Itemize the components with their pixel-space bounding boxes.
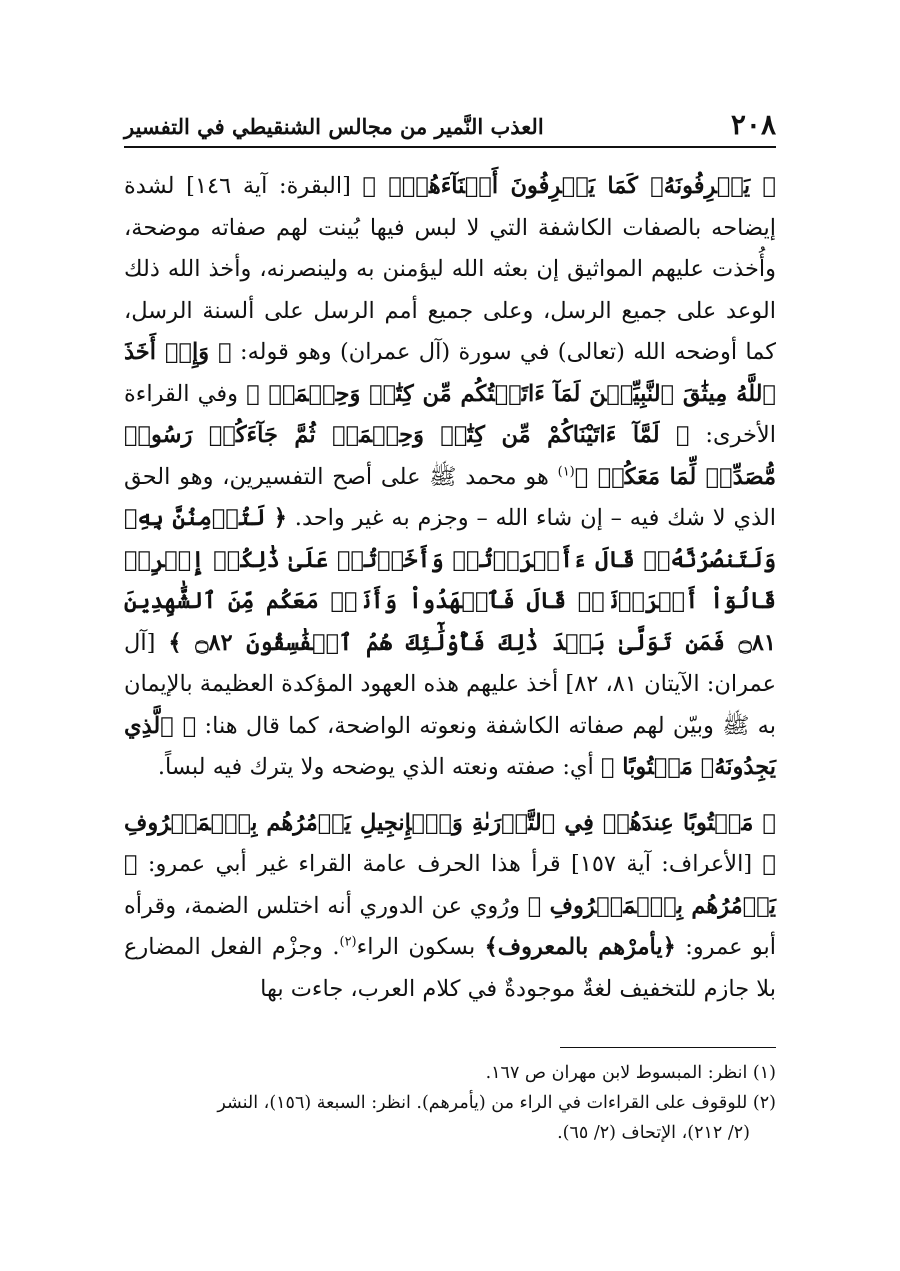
- text-run: [الأعراف: آية ١٥٧] قرأ هذا الحرف عامة القراء غير أبي عمرو:: [137, 851, 763, 877]
- quran-quote: ﴿ لَتُؤۡمِنُنَّ بِهِۦ وَلَتَنصُرُنَّهُۥۚ قَالَ ءَأَقۡرَرۡتُمۡ وَأَخَذۡتُمۡ عَلَىٰ ذَٰلِكُمۡ إِصۡرِيۖ قَالُوٓاْ أَقۡرَرۡنَاۚ قَالَ فَٱشۡهَدُواْ وَأَنَا۠ مَعَكُم مِّنَ ٱلشَّٰهِدِينَ ۝٨١ فَمَن تَوَلَّىٰ بَعۡدَ ذَٰلِكَ فَأُوْلَٰٓئِكَ هُمُ ٱلۡفَٰسِقُونَ ۝٨٢ ﴾: [124, 505, 776, 656]
- quran-quote: ﴿ مَكۡتُوبًا عِندَهُمۡ فِي ٱلتَّوۡرَىٰةِ وَٱلۡإِنجِيلِ يَأۡمُرُهُم بِٱلۡمَعۡرُوفِ ﴾: [124, 809, 777, 877]
- quran-quote: ﴿ يَعۡرِفُونَهُۥ كَمَا يَعۡرِفُونَ أَبۡنَآءَهُمۡۖ ﴾: [362, 173, 776, 199]
- page-number: ٢٠٨: [730, 108, 776, 141]
- body-text: [124, 166, 776, 1010]
- header-rule: [124, 146, 776, 148]
- footnote-2-continued: (٢/ ٢١٢)، الإتحاف (٢/ ٦٥).: [557, 1123, 750, 1143]
- footnote-ref-2: (٢): [339, 934, 357, 950]
- paragraph-2: [124, 803, 776, 1011]
- reading-quote: ﴿يأمرْهم بالمعروف﴾: [484, 934, 676, 960]
- text-run: وفي القراءة الأخرى:: [124, 380, 776, 448]
- footnotes: [124, 1058, 776, 1148]
- footnote-1: (١) انظر: المبسوط لابن مهران ص ١٦٧.: [485, 1063, 776, 1083]
- running-title: العذب النَّمير من مجالس الشنقيطي في التفسير: [124, 114, 544, 139]
- quran-quote: ﴿ يَأۡمُرُهُم بِٱلۡمَعۡرُوفِ ﴾: [124, 851, 776, 919]
- quran-quote: ﴿ ٱلَّذِي يَجِدُونَهُۥ مَكۡتُوبًا ﴾: [124, 712, 776, 780]
- footnote-rule: [560, 1047, 776, 1048]
- text-run: هو محمد ﷺ على أصح التفسيرين، وهو الحق الذي لا شك فيه – إن شاء الله – وجزم به غير واحد.: [124, 463, 776, 531]
- footnote-2: (٢) للوقوف على القراءات في الراء من (يأمرهم). انظر: السبعة (١٥٦)، النشر: [217, 1093, 776, 1113]
- quran-quote: ﴿ وَإِذۡ أَخَذَ ٱللَّهُ مِيثَٰقَ ٱلنَّبِيِّـۧنَ لَمَآ ءَاتَيۡتُكُم مِّن كِتَٰبٖ وَحِكۡمَةٖ ﴾: [124, 339, 777, 407]
- paragraph-gap: [124, 789, 776, 803]
- text-run: [البقرة: آية ١٤٦] لشدة إيضاحه بالصفات الكاشفة التي لا لبس فيها بُينت لهم صفاته موضحة، وأُخذت عليهم المواثيق إن بعثه الله ليؤمنن به ولينصرنه، وأخذ الله ذلك الوعد على جميع الرسل، وعلى جميع أمم الرسل على ألسنة الرسل، كما أوضحه الله (تعالى) في سورة (آل عمران) وهو قوله:: [124, 173, 776, 365]
- page-header: [124, 108, 776, 141]
- text-run: ورُوي عن الدوري أنه اختلس الضمة، وقرأه أبو عمرو:: [124, 892, 776, 960]
- text-run: أي: صفته ونعته الذي يوضحه ولا يترك فيه لبساً.: [157, 754, 601, 780]
- text-run: [آل عمران: الآيتان ٨١، ٨٢] أخذ عليهم هذه العهود المؤكدة العظيمة بالإيمان به ﷺ وبيّن لهم صفاته الكاشفة ونعوته الواضحة، كما قال هنا:: [124, 629, 776, 739]
- text-run: بسكون الراء: [356, 934, 485, 960]
- footnote-ref-1: (١): [557, 464, 575, 479]
- text-run: . وجزْم الفعل المضارع بلا جازم للتخفيف لغةٌ موجودةٌ في كلام العرب، جاءت بها: [124, 934, 776, 1002]
- paragraph-1: [124, 166, 776, 789]
- quran-quote: ﴿ لَمَّآ ءَاتَيْنَاكُمْ مِّن كِتَٰبٖ وَحِكۡمَةٖ ثُمَّ جَآءَكُمۡ رَسُولٞ مُّصَدِّقٞ لِّمَا مَعَكُمۡ ﴾: [124, 422, 777, 490]
